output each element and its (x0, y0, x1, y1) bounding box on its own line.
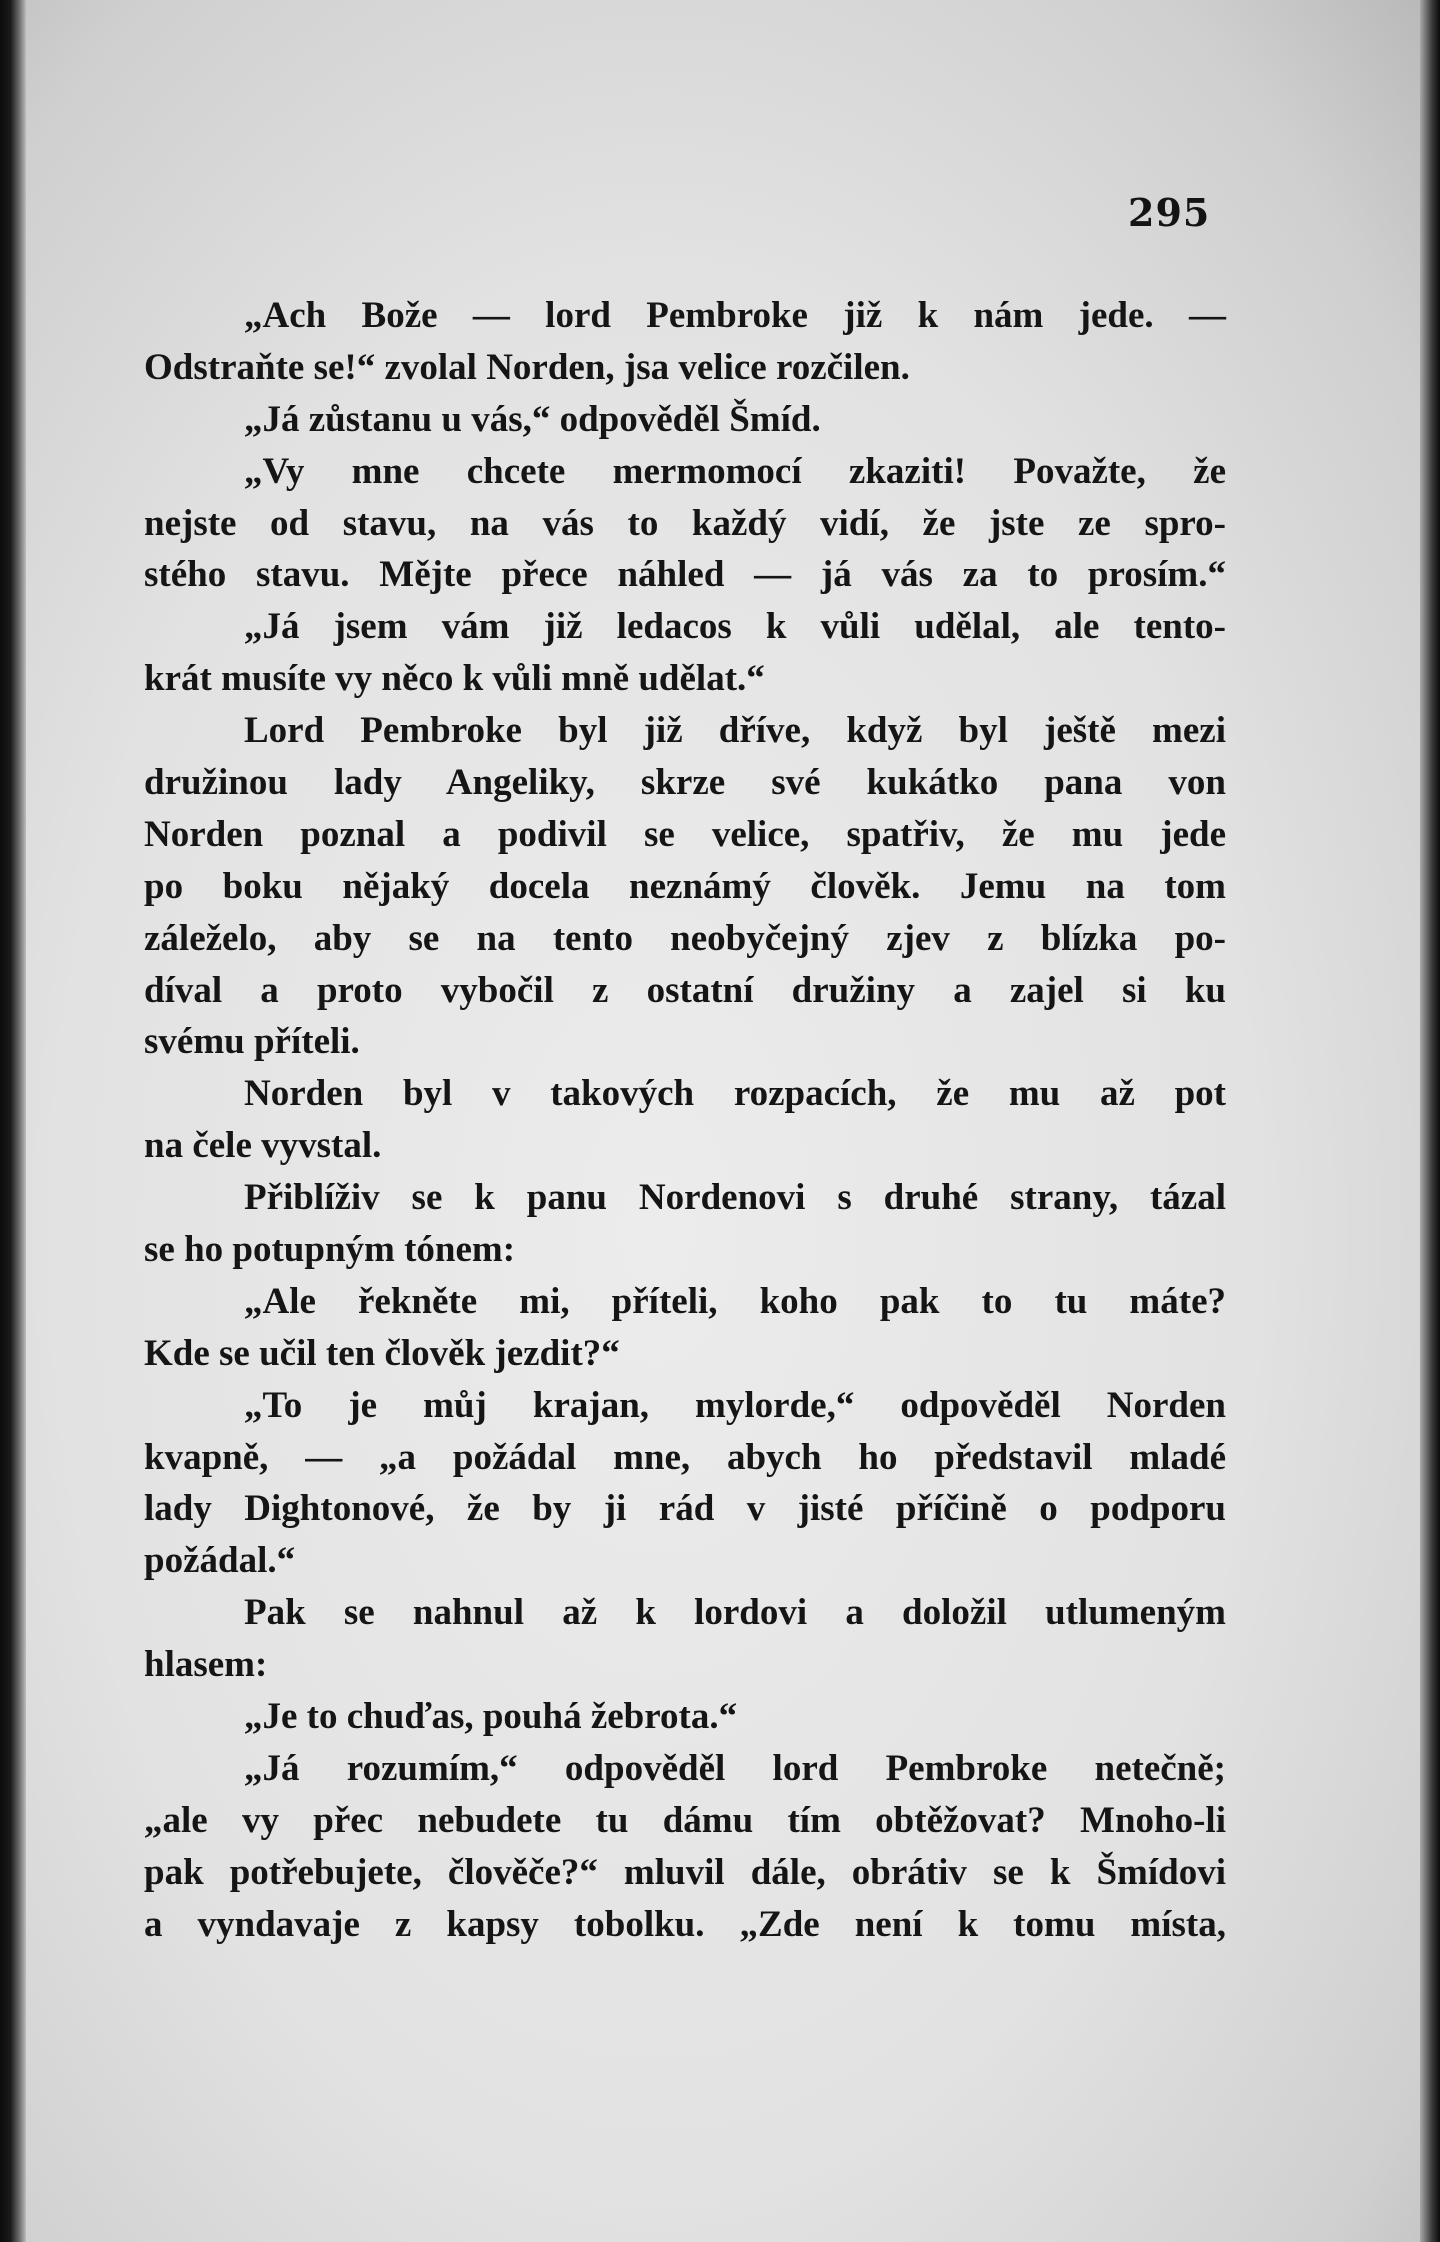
text-line: krát musíte vy něco k vůli mně udělat.“ (144, 658, 765, 700)
text-line: „Ale řekněte mi, příteli, koho pak to tu máte? (244, 1280, 1226, 1322)
text-line: po boku nějaký docela neznámý člověk. Jemu na tom (144, 865, 1226, 907)
book-page (26, 0, 1426, 2242)
text-line: stého stavu. Mějte přece náhled — já vás za to prosím.“ (144, 554, 1226, 596)
text-line: „Vy mne chcete mermomocí zkaziti! Považte, že (244, 450, 1226, 492)
text-line: záleželo, aby se na tento neobyčejný zjev z blízka po- (144, 917, 1226, 959)
text-line: „Ach Bože — lord Pembroke již k nám jede. — (244, 295, 1226, 336)
body-text (144, 290, 1226, 1951)
text-line: Pak se nahnul až k lordovi a doložil utlumeným (244, 1592, 1226, 1634)
text-line: „Já rozumím,“ odpověděl lord Pembroke netečně; (244, 1747, 1226, 1789)
text-line: se ho potupným tónem: (144, 1229, 516, 1271)
text-line: „Já zůstanu u vás,“ odpověděl Šmíd. (244, 398, 821, 440)
text-line: družinou lady Angeliky, skrze své kukátko pana von (144, 762, 1226, 804)
text-line: Norden byl v takových rozpacích, že mu až pot (244, 1073, 1226, 1115)
text-line: Lord Pembroke byl již dříve, když byl ještě mezi (244, 710, 1226, 752)
text-line: lady Dightonové, že by ji rád v jisté příčině o podporu (144, 1488, 1226, 1530)
text-line: díval a proto vybočil z ostatní družiny a zajel si ku (144, 969, 1226, 1011)
text-line: požádal.“ (144, 1540, 296, 1582)
text-line: na čele vyvstal. (144, 1125, 382, 1167)
text-line: hlasem: (144, 1644, 268, 1686)
text-line: Kde se učil ten člověk jezdit?“ (144, 1332, 620, 1374)
text-line: „ale vy přec nebudete tu dámu tím obtěžovat? Mnoho-li (144, 1799, 1226, 1841)
text-line: svému příteli. (144, 1021, 360, 1063)
text-line: „Já jsem vám již ledacos k vůli udělal, ale tento- (244, 606, 1226, 648)
text-line: Norden poznal a podivil se velice, spatřiv, že mu jede (144, 813, 1226, 855)
text-line: pak potřebujete, člověče?“ mluvil dále, obrátiv se k Šmídovi (144, 1851, 1226, 1893)
text-line: nejste od stavu, na vás to každý vidí, že jste ze spro- (144, 502, 1226, 544)
left-page-edge (0, 0, 26, 2242)
right-page-edge (1420, 0, 1440, 2242)
text-line: „Je to chuďas, pouhá žebrota.“ (244, 1696, 738, 1738)
text-line: a vyndavaje z kapsy tobolku. „Zde není k tomu místa, (144, 1903, 1226, 1945)
text-line: „To je můj krajan, mylorde,“ odpověděl Norden (244, 1384, 1226, 1426)
text-line: Odstraňte se!“ zvolal Norden, jsa velice rozčilen. (144, 346, 910, 388)
text-line: Přiblíživ se k panu Nordenovi s druhé strany, tázal (244, 1177, 1226, 1219)
page-number: 295 (1128, 190, 1211, 235)
text-line: kvapně, — „a požádal mne, abych ho představil mladé (144, 1436, 1226, 1478)
